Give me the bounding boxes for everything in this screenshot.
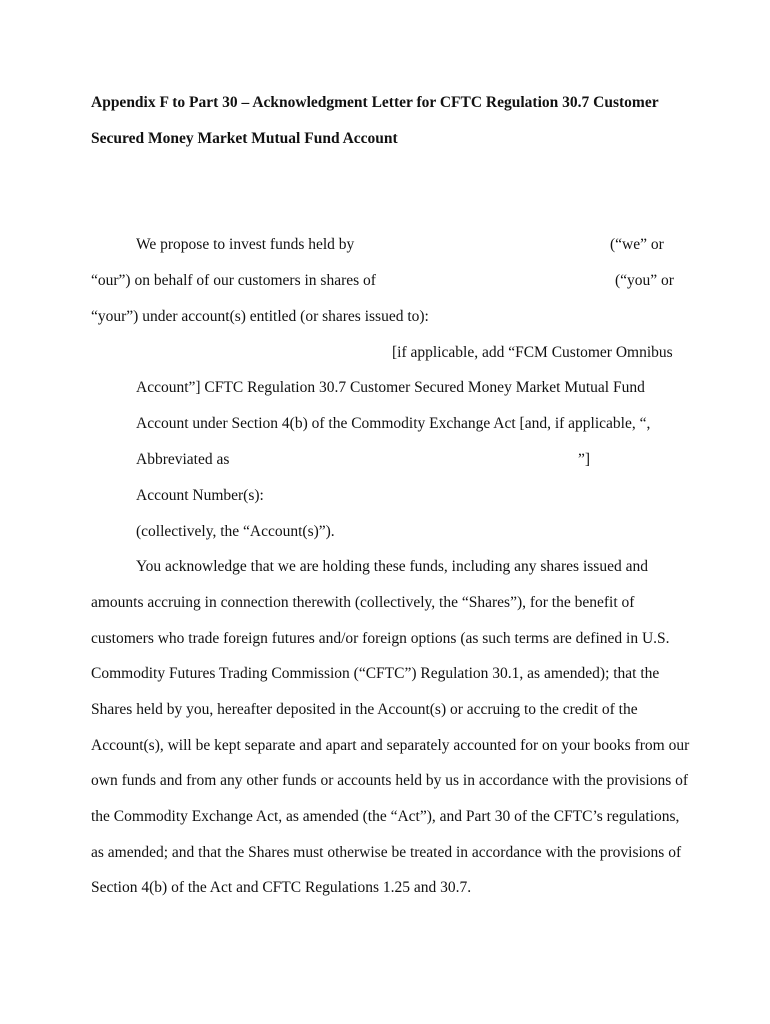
intro-line-1-right: (“we” or: [610, 236, 664, 253]
heading-line-1: Appendix F to Part 30 – Acknowledgment Letter for CFTC Regulation 30.7 Customer: [91, 94, 659, 111]
body-line-7: own funds and from any other funds or accounts held by us in accordance with the provisions of: [91, 772, 689, 789]
body-line-6: Account(s), will be kept separate and apart and separately accounted for on your books from our: [91, 737, 690, 754]
intro-line-2-right: (“you” or: [615, 272, 674, 289]
body-line-10: Section 4(b) of the Act and CFTC Regulations 1.25 and 30.7.: [91, 879, 472, 896]
heading-line-2: Secured Money Market Mutual Fund Account: [91, 130, 398, 147]
intro-line-3: “your”) under account(s) entitled (or shares issued to):: [91, 308, 429, 325]
body-line-1: You acknowledge that we are holding these funds, including any shares issued and: [136, 558, 648, 575]
intro-line-5: Account”] CFTC Regulation 30.7 Customer Secured Money Market Mutual Fund: [136, 379, 645, 396]
intro-line-9: (collectively, the “Account(s)”).: [136, 523, 335, 540]
intro-line-7-left: Abbreviated as: [136, 451, 230, 468]
intro-line-7-right: ”]: [578, 451, 591, 468]
body-line-2: amounts accruing in connection therewith (collectively, the “Shares”), for the benefit of: [91, 594, 635, 611]
intro-line-4: [if applicable, add “FCM Customer Omnibus: [392, 344, 673, 361]
body-line-8: the Commodity Exchange Act, as amended (the “Act”), and Part 30 of the CFTC’s regulations,: [91, 808, 680, 825]
body-line-5: Shares held by you, hereafter deposited in the Account(s) or accruing to the credit of the: [91, 701, 638, 718]
intro-line-1-left: We propose to invest funds held by: [136, 236, 355, 253]
account-numbers-label: Account Number(s):: [136, 487, 264, 504]
body-line-4: Commodity Futures Trading Commission (“CFTC”) Regulation 30.1, as amended); that the: [91, 665, 660, 682]
intro-line-6: Account under Section 4(b) of the Commodity Exchange Act [and, if applicable, “,: [136, 415, 651, 432]
body-line-3: customers who trade foreign futures and/or foreign options (as such terms are defined in U.S.: [91, 630, 670, 647]
intro-line-2-left: “our”) on behalf of our customers in shares of: [91, 272, 376, 289]
body-line-9: as amended; and that the Shares must otherwise be treated in accordance with the provisions of: [91, 844, 682, 861]
